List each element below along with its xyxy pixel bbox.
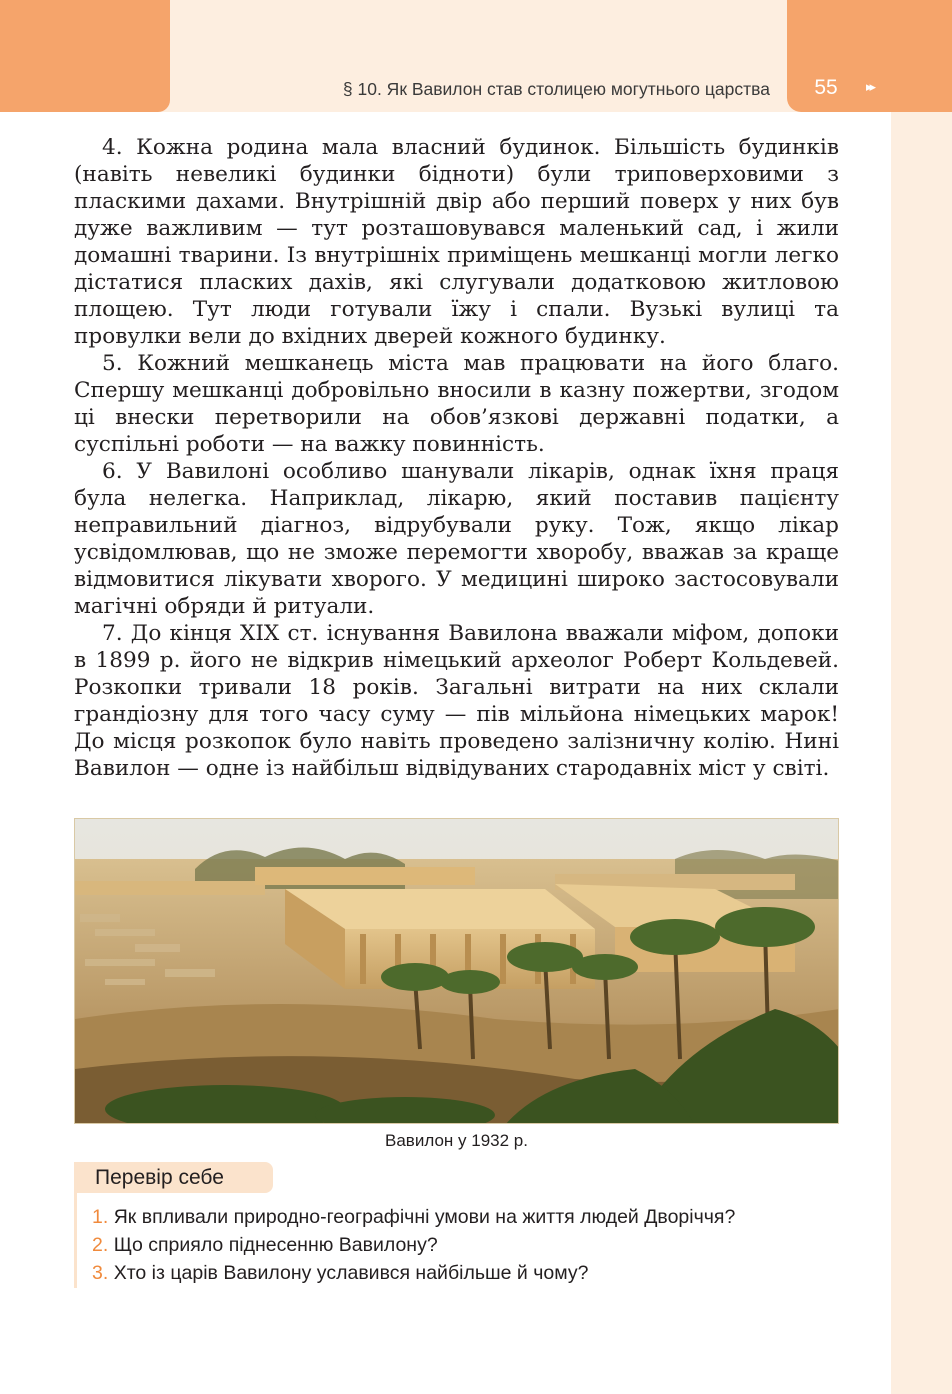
question-item (77, 1203, 864, 1231)
body-text (74, 134, 839, 782)
paragraph-7: 7. До кінця XIX ст. існування Вавилона вважали міфом, допоки в 1899 р. його не відкрив німецький археолог Роберт Кольдевей. Розкопки тривали 18 років. Загальні витрати на них склали грандіозну для того часу суму — пів мільйона німецьких марок! До місця розкопок було навіть проведено залізничну колію. Нині Вавилон — одне із найбільш відвідуваних стародавніх міст у світі. (74, 621, 839, 781)
photo-caption: Вавилон у 1932 р. (385, 1131, 528, 1150)
paragraph-5: 5. Кожний мешканець міста мав працювати на його благо. Спершу мешканці добровільно вносили в казну пожертви, згодом ці внески перетворили на обов’язкові державні податки, а суспільні роботи — на важку повинність. (74, 351, 839, 457)
question-text: Хто із царів Вавилону уславився найбільше й чому? (113, 1262, 589, 1284)
running-title: § 10. Як Вавилон став столицею могутнього царства (342, 79, 770, 99)
question-number: 2. (92, 1234, 109, 1256)
self-check-title: Перевір себе (74, 1162, 273, 1193)
self-check-questions (74, 1193, 864, 1288)
page-number: 55 (814, 76, 838, 99)
page-side-strip (891, 112, 952, 1394)
paragraph-6: 6. У Вавилоні особливо шанували лікарів, однак їхня праця була нелегка. Наприклад, лікарю, який поставив пацієнту неправильний діагноз, відрубували руку. Тож, якщо лікар усвідомлював, що не зможе перемогти хворобу, вважав за краще відмовитися лікувати хворого. У медицині широко застосовували магічні обряди й ритуали. (74, 459, 839, 619)
question-text: Що сприяло піднесенню Вавилону? (113, 1234, 438, 1256)
question-number: 1. (92, 1206, 109, 1228)
question-item (77, 1259, 864, 1287)
paragraph-4: 4. Кожна родина мала власний будинок. Більшість будинків (навіть невеликі будинки бідноти) були триповерховими з пласкими дахами. Внутрішній двір або перший поверх у них був дуже важливим — тут розташовувався маленький сад, і жили домашні тварини. Із внутрішніх приміщень мешканці могли легко дістатися пласких дахів, які слугували додатковою житловою площею. Тут люди готували їжу і спали. Вузькі вулиці та провулки вели до вхідних дверей кожного будинку. (74, 135, 839, 349)
next-page-arrows-icon[interactable]: ▸▸ (866, 80, 874, 95)
question-number: 3. (92, 1262, 109, 1284)
question-text: Як впливали природно-географічні умови на життя людей Дворіччя? (113, 1206, 736, 1228)
question-item (77, 1231, 864, 1259)
header-left-tab (0, 0, 170, 112)
babylon-photo (74, 818, 839, 1124)
